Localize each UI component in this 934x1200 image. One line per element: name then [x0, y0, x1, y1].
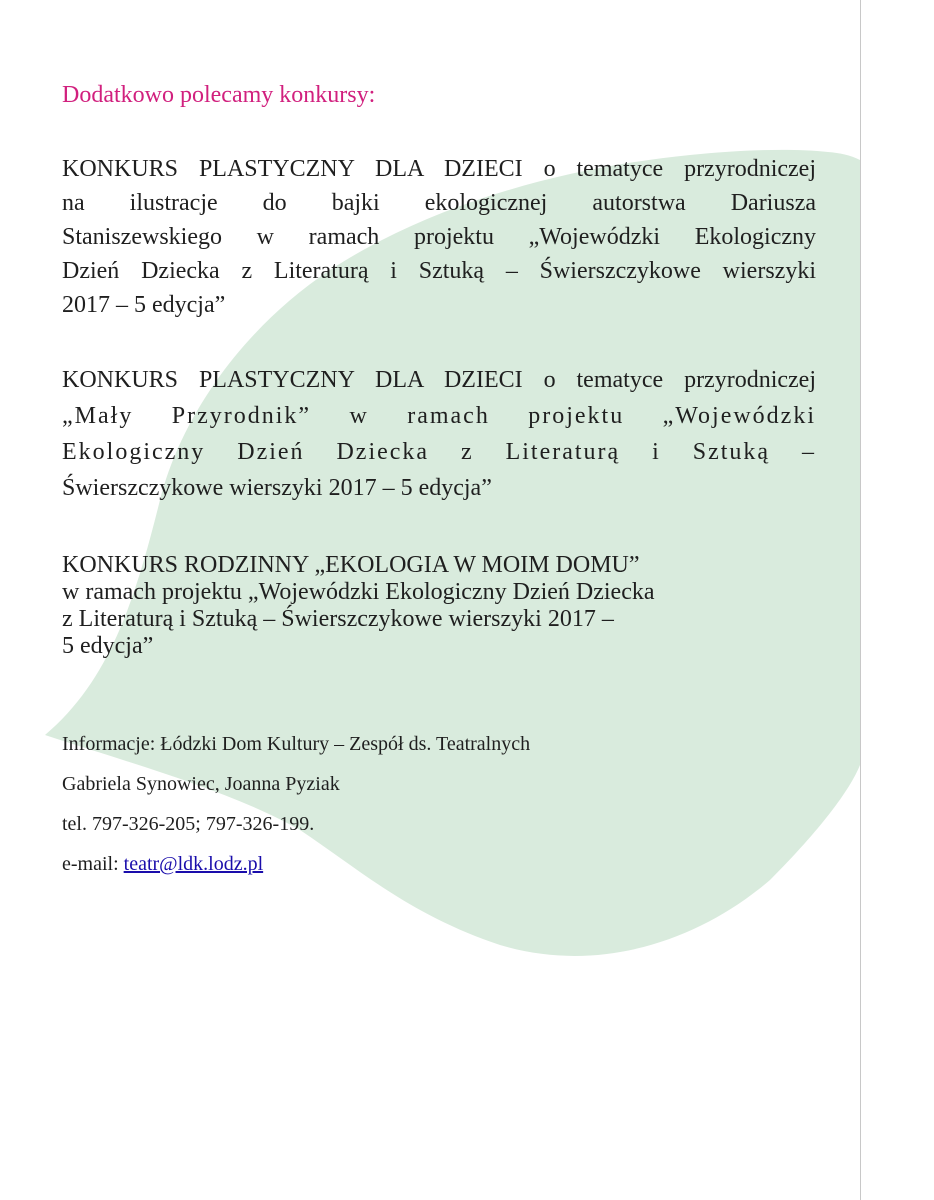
- contest3-line: z Literaturą i Sztuką – Świerszczykowe wierszyki 2017 –: [62, 606, 614, 632]
- email-link[interactable]: teatr@ldk.lodz.pl: [123, 853, 264, 875]
- contest-rodzinny: [62, 552, 816, 660]
- contact-names: Gabriela Synowiec, Joanna Pyziak: [62, 773, 340, 795]
- email-row: [62, 844, 816, 884]
- contest3-line: 5 edycja”: [62, 633, 154, 659]
- phone-numbers: tel. 797-326-205; 797-326-199.: [62, 813, 315, 835]
- section-heading: Dodatkowo polecamy konkursy:: [62, 82, 376, 108]
- contest2-line: Ekologiczny Dzień Dziecka z Literaturą i Sztuką –: [62, 439, 816, 465]
- contest2-line: Świerszczykowe wierszyki 2017 – 5 edycja”: [62, 475, 492, 501]
- contest1-line: Dzień Dziecka z Literaturą i Sztuką – Świerszczykowe wierszyki: [62, 258, 816, 284]
- organizer-text: Informacje: Łódzki Dom Kultury – Zespół ds. Teatralnych: [62, 733, 531, 755]
- contest1-line: KONKURS PLASTYCZNY DLA DZIECI o tematyce przyrodniczej: [62, 156, 816, 182]
- contest3-line: w ramach projektu „Wojewódzki Ekologiczny Dzień Dziecka: [62, 579, 655, 605]
- contest1-line: Staniszewskiego w ramach projektu „Wojewódzki Ekologiczny: [62, 224, 816, 250]
- contest1-line: 2017 – 5 edycja”: [62, 292, 226, 318]
- contact-info: [62, 724, 816, 884]
- contest-maly-przyrodnik: [62, 362, 816, 506]
- contest-art-ilustracje: [62, 152, 816, 322]
- email-label: e-mail:: [62, 853, 124, 875]
- contest2-line: „Mały Przyrodnik” w ramach projektu „Wojewódzki: [62, 403, 816, 429]
- contest1-line: na ilustracje do bajki ekologicznej autorstwa Dariusza: [62, 190, 816, 216]
- contest3-line: KONKURS RODZINNY „EKOLOGIA W MOIM DOMU”: [62, 552, 640, 578]
- contest2-line: KONKURS PLASTYCZNY DLA DZIECI o tematyce przyrodniczej: [62, 367, 816, 393]
- content-area: [62, 78, 816, 884]
